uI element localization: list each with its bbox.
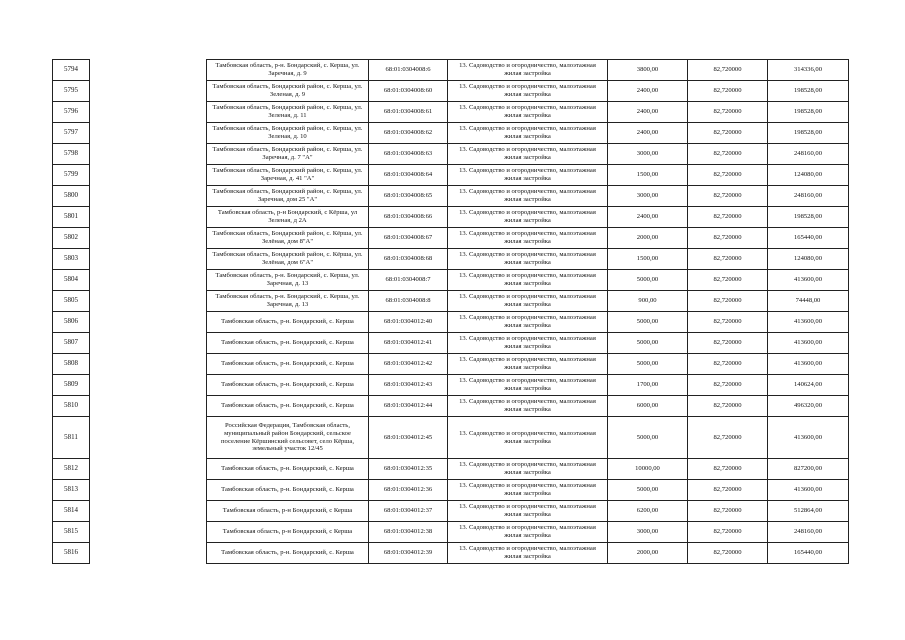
permitted-use-cell: 13. Садоводство и огородничество, малоэтажная жилая застройка xyxy=(448,522,608,543)
cadastral-value-cell: 198528,00 xyxy=(768,81,849,102)
address-cell: Тамбовская область, Бондарский район, с. Керша, ул. Заречная, д. 7 "А" xyxy=(207,144,369,165)
area-cell: 5000,00 xyxy=(608,312,688,333)
address-cell: Российская Федерация, Тамбовская область, муниципальный район Бондарский, сельское поселение Кёршинский сельсовет, село Кёрша, земельный участок 12/45 xyxy=(207,417,369,459)
area-cell: 900,00 xyxy=(608,291,688,312)
rate-cell: 82,720000 xyxy=(688,207,768,228)
row-number-cell: 5810 xyxy=(53,396,90,417)
permitted-use-cell: 13. Садоводство и огородничество, малоэтажная жилая застройка xyxy=(448,228,608,249)
rate-cell: 82,720000 xyxy=(688,81,768,102)
rate-cell: 82,720000 xyxy=(688,396,768,417)
area-cell: 1700,00 xyxy=(608,375,688,396)
table-row xyxy=(53,207,90,228)
cadastral-value-cell: 140624,00 xyxy=(768,375,849,396)
table-row xyxy=(53,249,90,270)
address-cell: Тамбовская область, Бондарский район, с. Кёрша, ул. Зелёная, дом 6"А" xyxy=(207,249,369,270)
row-number-cell: 5807 xyxy=(53,333,90,354)
table-row xyxy=(53,81,90,102)
address-cell: Тамбовская область, р-н Бондарский, с Кёрша, ул Зеленая, д 2А xyxy=(207,207,369,228)
area-cell: 5000,00 xyxy=(608,417,688,459)
rate-cell: 82,720000 xyxy=(688,228,768,249)
address-cell: Тамбовская область, Бондарский район, с. Керша, ул. Зеленая, д. 10 xyxy=(207,123,369,144)
cadastral-value-cell: 314336,00 xyxy=(768,60,849,81)
permitted-use-cell: 13. Садоводство и огородничество, малоэтажная жилая застройка xyxy=(448,333,608,354)
cadastral-number-cell: 68:01:0304008:68 xyxy=(369,249,448,270)
address-cell: Тамбовская область, р-н. Бондарский, с. Керша xyxy=(207,396,369,417)
area-cell: 3000,00 xyxy=(608,522,688,543)
table-row xyxy=(207,102,849,123)
cadastral-value-cell: 198528,00 xyxy=(768,102,849,123)
cadastral-value-cell: 124080,00 xyxy=(768,165,849,186)
table-row xyxy=(207,396,849,417)
table-row xyxy=(53,501,90,522)
cadastral-number-cell: 68:01:0304012:42 xyxy=(369,354,448,375)
area-cell: 2000,00 xyxy=(608,543,688,564)
address-cell: Тамбовская область, р-н. Бондарский, с. Керша, ул. Заречная, д. 13 xyxy=(207,291,369,312)
address-cell: Тамбовская область, Бондарский район, с. Керша, ул. Зеленая, д. 9 xyxy=(207,81,369,102)
land-plot-table xyxy=(206,59,849,564)
table-row xyxy=(207,207,849,228)
area-cell: 2400,00 xyxy=(608,123,688,144)
cadastral-value-cell: 74448,00 xyxy=(768,291,849,312)
row-number-cell: 5801 xyxy=(53,207,90,228)
table-row xyxy=(53,543,90,564)
area-cell: 6200,00 xyxy=(608,501,688,522)
cadastral-number-cell: 68:01:0304012:36 xyxy=(369,480,448,501)
rate-cell: 82,720000 xyxy=(688,501,768,522)
table-row xyxy=(53,270,90,291)
permitted-use-cell: 13. Садоводство и огородничество, малоэтажная жилая застройка xyxy=(448,207,608,228)
cadastral-number-cell: 68:01:0304012:40 xyxy=(369,312,448,333)
rate-cell: 82,720000 xyxy=(688,186,768,207)
area-cell: 3800,00 xyxy=(608,60,688,81)
table-row xyxy=(207,543,849,564)
cadastral-value-cell: 248160,00 xyxy=(768,144,849,165)
area-cell: 5000,00 xyxy=(608,333,688,354)
row-number-cell: 5802 xyxy=(53,228,90,249)
cadastral-value-cell: 198528,00 xyxy=(768,207,849,228)
cadastral-value-cell: 124080,00 xyxy=(768,249,849,270)
row-number-table xyxy=(52,59,90,564)
permitted-use-cell: 13. Садоводство и огородничество, малоэтажная жилая застройка xyxy=(448,249,608,270)
address-cell: Тамбовская область, р-н. Бондарский, с. Керша xyxy=(207,333,369,354)
table-row xyxy=(53,312,90,333)
row-number-cell: 5795 xyxy=(53,81,90,102)
permitted-use-cell: 13. Садоводство и огородничество, малоэтажная жилая застройка xyxy=(448,396,608,417)
rate-cell: 82,720000 xyxy=(688,291,768,312)
table-row xyxy=(53,165,90,186)
row-number-cell: 5816 xyxy=(53,543,90,564)
permitted-use-cell: 13. Садоводство и огородничество, малоэтажная жилая застройка xyxy=(448,417,608,459)
table-row xyxy=(207,270,849,291)
rate-cell: 82,720000 xyxy=(688,123,768,144)
cadastral-number-cell: 68:01:0304008:66 xyxy=(369,207,448,228)
rate-cell: 82,720000 xyxy=(688,333,768,354)
table-row xyxy=(53,522,90,543)
permitted-use-cell: 13. Садоводство и огородничество, малоэтажная жилая застройка xyxy=(448,354,608,375)
cadastral-value-cell: 413600,00 xyxy=(768,354,849,375)
address-cell: Тамбовская область, Бондарский район, с. Керша, ул. Зеленая, д. 11 xyxy=(207,102,369,123)
table-row xyxy=(53,375,90,396)
table-row xyxy=(53,480,90,501)
table-row xyxy=(207,60,849,81)
permitted-use-cell: 13. Садоводство и огородничество, малоэтажная жилая застройка xyxy=(448,459,608,480)
row-number-cell: 5798 xyxy=(53,144,90,165)
row-number-cell: 5812 xyxy=(53,459,90,480)
cadastral-number-cell: 68:01:0304008:61 xyxy=(369,102,448,123)
cadastral-number-cell: 68:01:0304008:8 xyxy=(369,291,448,312)
permitted-use-cell: 13. Садоводство и огородничество, малоэтажная жилая застройка xyxy=(448,543,608,564)
area-cell: 2000,00 xyxy=(608,228,688,249)
permitted-use-cell: 13. Садоводство и огородничество, малоэтажная жилая застройка xyxy=(448,291,608,312)
cadastral-number-cell: 68:01:0304012:45 xyxy=(369,417,448,459)
table-row xyxy=(207,144,849,165)
table-row xyxy=(207,123,849,144)
row-number-cell: 5799 xyxy=(53,165,90,186)
cadastral-number-cell: 68:01:0304008:67 xyxy=(369,228,448,249)
table-row xyxy=(53,144,90,165)
area-cell: 6000,00 xyxy=(608,396,688,417)
row-number-cell: 5815 xyxy=(53,522,90,543)
address-cell: Тамбовская область, Бондарский район, с. Кёрша, ул. Зелёная, дом 8"А" xyxy=(207,228,369,249)
rate-cell: 82,720000 xyxy=(688,459,768,480)
rate-cell: 82,720000 xyxy=(688,270,768,291)
address-cell: Тамбовская область, р-н Бондарский, с Керша xyxy=(207,501,369,522)
table-row xyxy=(207,186,849,207)
cadastral-value-cell: 512864,00 xyxy=(768,501,849,522)
permitted-use-cell: 13. Садоводство и огородничество, малоэтажная жилая застройка xyxy=(448,60,608,81)
cadastral-value-cell: 165440,00 xyxy=(768,543,849,564)
cadastral-number-cell: 68:01:0304008:7 xyxy=(369,270,448,291)
permitted-use-cell: 13. Садоводство и огородничество, малоэтажная жилая застройка xyxy=(448,144,608,165)
address-cell: Тамбовская область, р-н. Бондарский, с. Керша xyxy=(207,375,369,396)
row-number-cell: 5794 xyxy=(53,60,90,81)
cadastral-value-cell: 165440,00 xyxy=(768,228,849,249)
address-cell: Тамбовская область, р-н. Бондарский, с. Керша xyxy=(207,459,369,480)
cadastral-number-cell: 68:01:0304012:37 xyxy=(369,501,448,522)
rate-cell: 82,720000 xyxy=(688,375,768,396)
cadastral-value-cell: 496320,00 xyxy=(768,396,849,417)
table-row xyxy=(207,501,849,522)
table-row xyxy=(53,396,90,417)
table-row xyxy=(53,291,90,312)
cadastral-number-cell: 68:01:0304008:63 xyxy=(369,144,448,165)
row-number-cell: 5814 xyxy=(53,501,90,522)
cadastral-number-cell: 68:01:0304008:6 xyxy=(369,60,448,81)
cadastral-value-cell: 198528,00 xyxy=(768,123,849,144)
area-cell: 10000,00 xyxy=(608,459,688,480)
cadastral-number-cell: 68:01:0304012:39 xyxy=(369,543,448,564)
cadastral-value-cell: 413600,00 xyxy=(768,333,849,354)
cadastral-value-cell: 413600,00 xyxy=(768,270,849,291)
table-row xyxy=(207,375,849,396)
address-cell: Тамбовская область, р-н. Бондарский, с. Керша xyxy=(207,312,369,333)
area-cell: 2400,00 xyxy=(608,207,688,228)
area-cell: 1500,00 xyxy=(608,165,688,186)
table-row xyxy=(53,60,90,81)
address-cell: Тамбовская область, р-н. Бондарский, с. Керша, ул. Заречная, д. 9 xyxy=(207,60,369,81)
permitted-use-cell: 13. Садоводство и огородничество, малоэтажная жилая застройка xyxy=(448,375,608,396)
permitted-use-cell: 13. Садоводство и огородничество, малоэтажная жилая застройка xyxy=(448,123,608,144)
table-row xyxy=(207,354,849,375)
table-row xyxy=(207,522,849,543)
row-number-cell: 5800 xyxy=(53,186,90,207)
table-row xyxy=(53,459,90,480)
row-number-cell: 5796 xyxy=(53,102,90,123)
area-cell: 5000,00 xyxy=(608,270,688,291)
cadastral-value-cell: 413600,00 xyxy=(768,480,849,501)
address-cell: Тамбовская область, р-н. Бондарский, с. Керша xyxy=(207,354,369,375)
area-cell: 2400,00 xyxy=(608,81,688,102)
address-cell: Тамбовская область, р-н. Бондарский, с. Керша, ул. Заречная, д. 13 xyxy=(207,270,369,291)
permitted-use-cell: 13. Садоводство и огородничество, малоэтажная жилая застройка xyxy=(448,102,608,123)
cadastral-number-cell: 68:01:0304012:41 xyxy=(369,333,448,354)
table-row xyxy=(207,249,849,270)
row-number-body xyxy=(53,60,90,564)
table-row xyxy=(53,354,90,375)
row-number-cell: 5803 xyxy=(53,249,90,270)
cadastral-number-cell: 68:01:0304008:65 xyxy=(369,186,448,207)
table-row xyxy=(207,459,849,480)
rate-cell: 82,720000 xyxy=(688,354,768,375)
area-cell: 5000,00 xyxy=(608,354,688,375)
table-row xyxy=(53,417,90,459)
table-row xyxy=(207,81,849,102)
table-row xyxy=(207,417,849,459)
address-cell: Тамбовская область, Бондарский район, с. Керша, ул. Заречная, дом 25 "А" xyxy=(207,186,369,207)
row-number-cell: 5813 xyxy=(53,480,90,501)
rate-cell: 82,720000 xyxy=(688,249,768,270)
address-cell: Тамбовская область, р-н Бондарский, с Керша xyxy=(207,522,369,543)
cadastral-value-cell: 248160,00 xyxy=(768,186,849,207)
cadastral-number-cell: 68:01:0304008:62 xyxy=(369,123,448,144)
cadastral-number-cell: 68:01:0304008:60 xyxy=(369,81,448,102)
cadastral-value-cell: 413600,00 xyxy=(768,312,849,333)
rate-cell: 82,720000 xyxy=(688,522,768,543)
land-plot-table-body xyxy=(207,60,849,564)
permitted-use-cell: 13. Садоводство и огородничество, малоэтажная жилая застройка xyxy=(448,480,608,501)
table-row xyxy=(207,291,849,312)
rate-cell: 82,720000 xyxy=(688,543,768,564)
rate-cell: 82,720000 xyxy=(688,165,768,186)
row-number-cell: 5797 xyxy=(53,123,90,144)
area-cell: 5000,00 xyxy=(608,480,688,501)
table-row xyxy=(207,228,849,249)
address-cell: Тамбовская область, р-н. Бондарский, с. Керша xyxy=(207,543,369,564)
cadastral-number-cell: 68:01:0304012:35 xyxy=(369,459,448,480)
table-row xyxy=(53,123,90,144)
area-cell: 3000,00 xyxy=(608,186,688,207)
row-number-cell: 5804 xyxy=(53,270,90,291)
rate-cell: 82,720000 xyxy=(688,60,768,81)
cadastral-number-cell: 68:01:0304012:44 xyxy=(369,396,448,417)
table-row xyxy=(53,186,90,207)
rate-cell: 82,720000 xyxy=(688,480,768,501)
row-number-cell: 5809 xyxy=(53,375,90,396)
table-row xyxy=(207,480,849,501)
permitted-use-cell: 13. Садоводство и огородничество, малоэтажная жилая застройка xyxy=(448,501,608,522)
address-cell: Тамбовская область, Бондарский район, с. Керша, ул. Заречная, д. 41 "А" xyxy=(207,165,369,186)
area-cell: 2400,00 xyxy=(608,102,688,123)
rate-cell: 82,720000 xyxy=(688,144,768,165)
cadastral-number-cell: 68:01:0304008:64 xyxy=(369,165,448,186)
table-row xyxy=(207,165,849,186)
cadastral-number-cell: 68:01:0304012:43 xyxy=(369,375,448,396)
area-cell: 3000,00 xyxy=(608,144,688,165)
row-number-cell: 5805 xyxy=(53,291,90,312)
table-row xyxy=(53,102,90,123)
table-row xyxy=(53,333,90,354)
table-row xyxy=(207,312,849,333)
permitted-use-cell: 13. Садоводство и огородничество, малоэтажная жилая застройка xyxy=(448,312,608,333)
row-number-cell: 5808 xyxy=(53,354,90,375)
cadastral-value-cell: 827200,00 xyxy=(768,459,849,480)
area-cell: 1500,00 xyxy=(608,249,688,270)
row-number-cell: 5811 xyxy=(53,417,90,459)
table-row xyxy=(53,228,90,249)
cadastral-value-cell: 413600,00 xyxy=(768,417,849,459)
cadastral-value-cell: 248160,00 xyxy=(768,522,849,543)
permitted-use-cell: 13. Садоводство и огородничество, малоэтажная жилая застройка xyxy=(448,270,608,291)
address-cell: Тамбовская область, р-н. Бондарский, с. Керша xyxy=(207,480,369,501)
cadastral-number-cell: 68:01:0304012:38 xyxy=(369,522,448,543)
permitted-use-cell: 13. Садоводство и огородничество, малоэтажная жилая застройка xyxy=(448,186,608,207)
permitted-use-cell: 13. Садоводство и огородничество, малоэтажная жилая застройка xyxy=(448,81,608,102)
rate-cell: 82,720000 xyxy=(688,312,768,333)
row-number-cell: 5806 xyxy=(53,312,90,333)
permitted-use-cell: 13. Садоводство и огородничество, малоэтажная жилая застройка xyxy=(448,165,608,186)
table-row xyxy=(207,333,849,354)
rate-cell: 82,720000 xyxy=(688,102,768,123)
rate-cell: 82,720000 xyxy=(688,417,768,459)
